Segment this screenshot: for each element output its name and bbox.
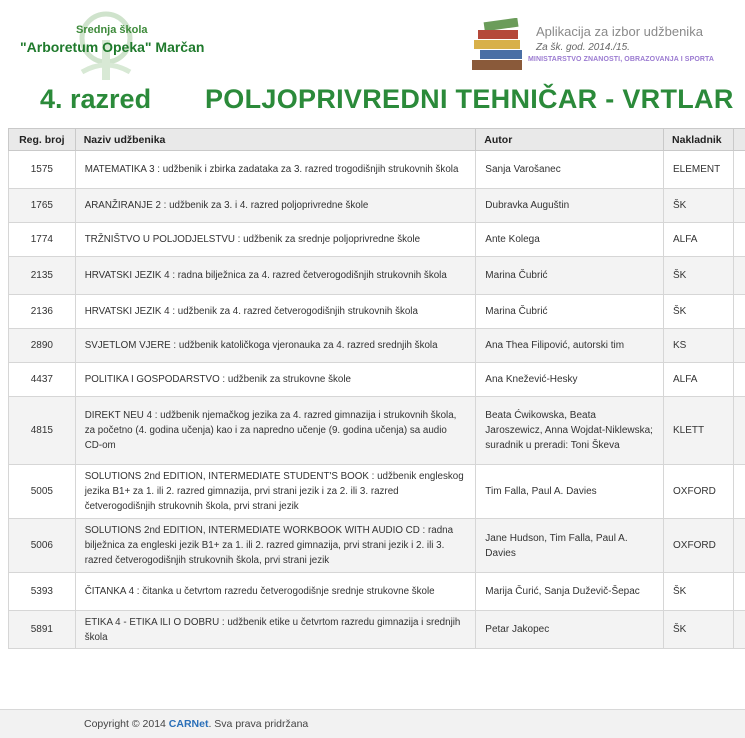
author-cell: Marija Čurić, Sanja Duževič-Šepac (476, 573, 664, 611)
column-header-title[interactable]: Naziv udžbenika (75, 129, 476, 151)
extra-cell (733, 519, 745, 573)
publisher-cell: ELEMENT (664, 151, 734, 189)
reg-number-cell: 4437 (9, 363, 76, 397)
extra-cell (733, 257, 745, 295)
publisher-cell: ŠK (664, 611, 734, 649)
publisher-cell: ALFA (664, 363, 734, 397)
app-title: Aplikacija za izbor udžbenika (536, 24, 703, 39)
publisher-cell: KLETT (664, 397, 734, 465)
textbook-title-cell: SOLUTIONS 2nd EDITION, INTERMEDIATE WORKBOOK WITH AUDIO CD : radna bilježnica za engleski jezik B1+ za 1. ili 2. razred gimnazija, prvi strani jezik i 2. ili 3. razred četverogodišnjih strukovnih škola, prvi strani jezik (75, 519, 476, 573)
table-header-row (9, 129, 745, 151)
publisher-cell: ŠK (664, 573, 734, 611)
books-stack-icon (470, 18, 532, 74)
extra-cell (733, 329, 745, 363)
school-name-line1: Srednja škola (76, 24, 148, 36)
textbook-title-cell: HRVATSKI JEZIK 4 : udžbenik za 4. razred četverogodišnjih strukovnih škola (75, 295, 476, 329)
table-row (9, 257, 745, 295)
author-cell: Sanja Varošanec (476, 151, 664, 189)
author-cell: Ana Knežević-Hesky (476, 363, 664, 397)
grade-title: 4. razred (40, 84, 152, 114)
school-logo[interactable] (18, 10, 208, 82)
publisher-cell: OXFORD (664, 465, 734, 519)
textbook-title-cell: HRVATSKI JEZIK 4 : radna bilježnica za 4. razred četverogodišnjih strukovnih škola (75, 257, 476, 295)
table-row (9, 189, 745, 223)
column-header-author[interactable]: Autor (476, 129, 664, 151)
author-cell: Jane Hudson, Tim Falla, Paul A. Davies (476, 519, 664, 573)
table-row (9, 223, 745, 257)
carnet-link[interactable]: CARNet (168, 718, 209, 730)
reg-number-cell: 5006 (9, 519, 76, 573)
school-name-line2: "Arboretum Opeka" Marčan (20, 39, 205, 55)
extra-cell (733, 223, 745, 257)
copyright-text (84, 718, 308, 730)
extra-cell (733, 363, 745, 397)
extra-cell (733, 397, 745, 465)
reg-number-cell: 4815 (9, 397, 76, 465)
textbook-title-cell: SVJETLOM VJERE : udžbenik katoličkoga vjeronauka za 4. razred srednjih škola (75, 329, 476, 363)
table-row (9, 363, 745, 397)
reg-number-cell: 2890 (9, 329, 76, 363)
textbook-title-cell: ETIKA 4 - ETIKA ILI O DOBRU : udžbenik etike u četvrtom razredu gimnazija i srednjih škola (75, 611, 476, 649)
reg-number-cell: 2136 (9, 295, 76, 329)
page-footer (0, 710, 745, 738)
extra-cell (733, 151, 745, 189)
reg-number-cell: 5005 (9, 465, 76, 519)
extra-cell (733, 295, 745, 329)
publisher-cell: OXFORD (664, 519, 734, 573)
publisher-cell: ŠK (664, 189, 734, 223)
textbook-title-cell: MATEMATIKA 3 : udžbenik i zbirka zadataka za 3. razred trogodišnjih strukovnih škola (75, 151, 476, 189)
textbook-title-cell: TRŽNIŠTVO U POLJODJELSTVU : udžbenik za srednje poljoprivredne škole (75, 223, 476, 257)
author-cell: Ana Thea Filipović, autorski tim (476, 329, 664, 363)
publisher-cell: ŠK (664, 295, 734, 329)
table-row (9, 465, 745, 519)
reg-number-cell: 1774 (9, 223, 76, 257)
author-cell: Ante Kolega (476, 223, 664, 257)
author-cell: Marina Čubrić (476, 257, 664, 295)
textbook-title-cell: POLITIKA I GOSPODARSTVO : udžbenik za strukovne škole (75, 363, 476, 397)
program-title: POLJOPRIVREDNI TEHNIČAR - VRTLAR (205, 84, 734, 114)
table-row (9, 151, 745, 189)
extra-cell (733, 611, 745, 649)
extra-cell (733, 573, 745, 611)
extra-cell (733, 465, 745, 519)
page-header (0, 0, 745, 128)
reg-number-cell: 1575 (9, 151, 76, 189)
column-header-publisher[interactable]: Nakladnik (664, 129, 734, 151)
author-cell: Dubravka Auguštin (476, 189, 664, 223)
reg-number-cell: 5393 (9, 573, 76, 611)
table-row (9, 573, 745, 611)
table-row (9, 295, 745, 329)
reg-number-cell: 5891 (9, 611, 76, 649)
ministry-name: MINISTARSTVO ZNANOSTI, OBRAZOVANJA I SPORTA (528, 56, 715, 63)
table-row (9, 519, 745, 573)
textbook-title-cell: SOLUTIONS 2nd EDITION, INTERMEDIATE STUDENT'S BOOK : udžbenik engleskog jezika B1+ za 1. ili 2. razred gimnazija, prvi strani jezik i za 2. ili 3. razred četverogodišnjih strukovnih škola, prvi strani jezik (75, 465, 476, 519)
textbooks-table (8, 128, 745, 649)
table-row (9, 397, 745, 465)
copyright-label: Copyright © 2014 (84, 718, 166, 730)
column-header-reg[interactable]: Reg. broj (9, 129, 76, 151)
author-cell: Tim Falla, Paul A. Davies (476, 465, 664, 519)
reg-number-cell: 1765 (9, 189, 76, 223)
table-row (9, 611, 745, 649)
author-cell: Marina Čubrić (476, 295, 664, 329)
school-year: Za šk. god. 2014./15. (536, 42, 630, 53)
publisher-cell: KS (664, 329, 734, 363)
textbook-title-cell: DIREKT NEU 4 : udžbenik njemačkog jezika za 4. razred gimnazija i strukovnih škola, za početno (4. godina učenja) kao i za napredno učenje (9. godina učenja) sa audio CD-om (75, 397, 476, 465)
publisher-cell: ALFA (664, 223, 734, 257)
publisher-cell: ŠK (664, 257, 734, 295)
reg-number-cell: 2135 (9, 257, 76, 295)
rights-label: . Sva prava pridržana (208, 718, 309, 730)
textbook-title-cell: ČITANKA 4 : čitanka u četvrtom razredu četverogodišnje srednje strukovne škole (75, 573, 476, 611)
extra-cell (733, 189, 745, 223)
author-cell: Beata Ćwikowska, Beata Jaroszewicz, Anna Wojdat-Niklewska; suradnik u preradi: Toni Škeva (476, 397, 664, 465)
author-cell: Petar Jakopec (476, 611, 664, 649)
textbook-title-cell: ARANŽIRANJE 2 : udžbenik za 3. i 4. razred poljoprivredne škole (75, 189, 476, 223)
app-logo[interactable] (470, 14, 740, 84)
column-header-extra (733, 129, 745, 151)
table-row (9, 329, 745, 363)
